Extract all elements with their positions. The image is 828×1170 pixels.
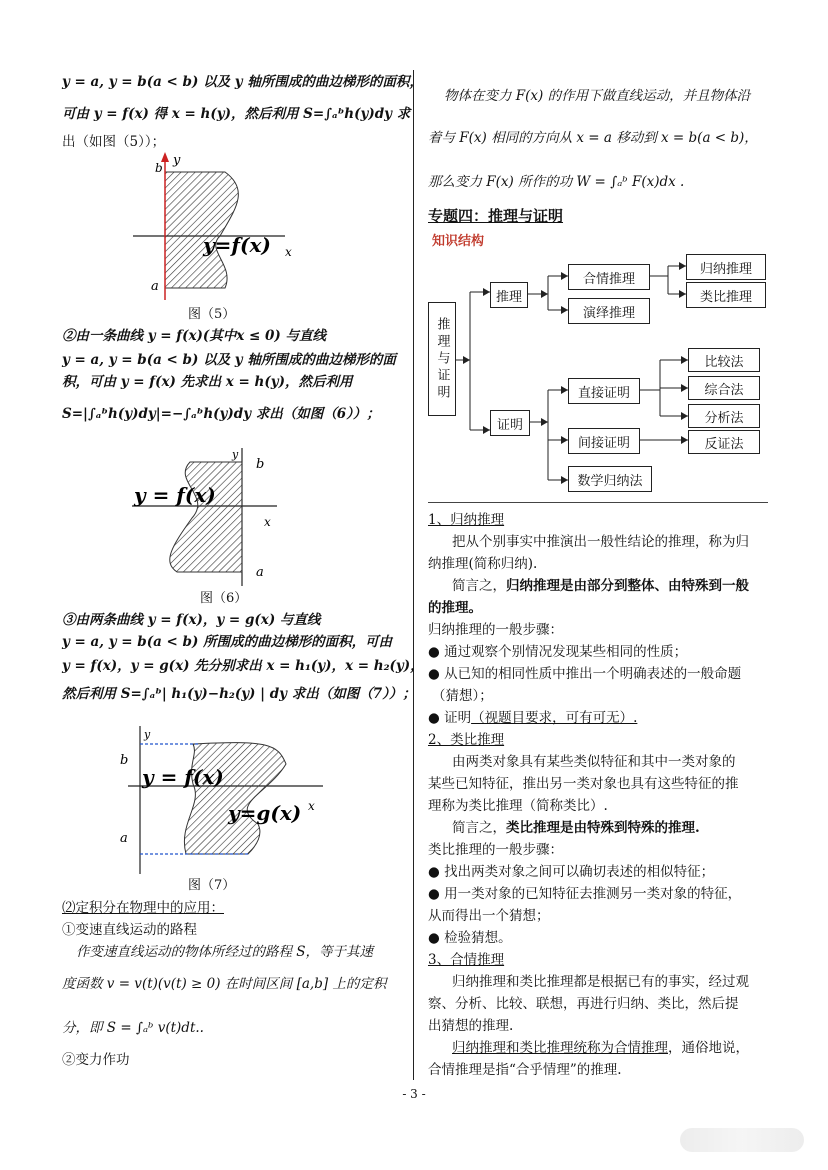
text-line — [452, 1038, 749, 1058]
lead-text: 简言之， — [452, 578, 506, 594]
b-label: b — [120, 753, 129, 768]
text-line: 某些已知特征，推出另一类对象也具有这些特征的推 — [428, 776, 739, 792]
bullet-item: ● 找出两类对象之间可以确切表述的相似特征； — [428, 864, 715, 880]
text-line: y = a, y = b(a < b) 所围成的曲边梯形的面积，可由 — [62, 634, 393, 650]
text-line: 出（如图（5））； — [62, 134, 166, 150]
text-line: ②由一条曲线 y = f(x)(其中x ≤ 0) 与直线 — [62, 328, 327, 344]
text-line: 分，即 S = ∫ₐᵇ v(t)dt.. — [62, 1020, 204, 1036]
text-line — [452, 576, 749, 596]
emphasis-text: 类比推理是由特殊到特殊的推理. — [506, 820, 700, 836]
bullet-item: （猜想）； — [432, 688, 493, 704]
curve-label: y = f(x) — [134, 483, 216, 507]
b-label: b — [256, 457, 265, 472]
section-rule — [428, 502, 768, 503]
section-heading: 1、归纳推理 — [428, 512, 505, 528]
bullet-item: ● 从已知的相同性质中推出一个明确表述的一般命题 — [428, 666, 742, 682]
section-heading: ⑵定积分在物理中的应用： — [62, 900, 224, 916]
tree-node-synthesis: 综合法 — [688, 376, 760, 400]
text-line: 纳推理(简称归纳). — [428, 556, 538, 572]
x-axis-label: x — [264, 515, 271, 529]
g-curve-label: y=g(x) — [228, 801, 302, 825]
text-line: 把从个别事实中推演出一般性结论的推理，称为归 — [452, 534, 749, 550]
text-line: 出猜想的推理. — [428, 1018, 514, 1034]
text-line: 着与 F(x) 相同的方向从 x = a 移动到 x = b(a < b)， — [428, 130, 758, 146]
y-axis-label: y — [173, 153, 181, 168]
text-line: 作变速直线运动的物体所经过的路程 S，等于其速 — [76, 944, 374, 960]
text-line: 然后利用 S=∫ₐᵇ| h₁(y)−h₂(y) | dy 求出（如图（7））； — [62, 686, 416, 702]
section-heading: 3、合情推理 — [428, 952, 505, 968]
text-line: 归纳推理和类比推理都是根据已有的事实，经过观 — [452, 974, 749, 990]
x-axis-label: x — [308, 799, 315, 813]
tree-node-indirect: 间接证明 — [568, 428, 640, 454]
section-heading: 2、类比推理 — [428, 732, 505, 748]
text-line: 那么变力 F(x) 所作的功 W = ∫ₐᵇ F(x)dx . — [428, 174, 685, 190]
y-axis-label: y — [144, 728, 151, 741]
text-line: ③由两条曲线 y = f(x)，y = g(x) 与直线 — [62, 612, 321, 628]
text-line: 由两类对象具有某些类似特征和其中一类对象的 — [452, 754, 736, 770]
tree-node-induction: 归纳推理 — [686, 254, 766, 280]
topic-heading: 专题四：推理与证明 — [428, 207, 564, 225]
text-line: 可由 y = f(x) 得 x = h(y)，然后利用 S=∫ₐᵇh(y)dy 求 — [62, 106, 411, 122]
tree-node-plausible: 合情推理 — [568, 264, 650, 290]
f-curve-label: y = f(x) — [142, 765, 224, 789]
bullet-item: ● 通过观察个别情况发现某些相同的性质； — [428, 644, 688, 660]
lead-text: ● 证明 — [428, 710, 472, 726]
b-label: b — [155, 161, 163, 175]
tree-node-reason: 推理 — [490, 282, 528, 308]
tree-root: 推理与证明 — [428, 302, 456, 416]
text-line: y = a, y = b(a < b) 以及 y 轴所围成的曲边梯形的面 — [62, 352, 396, 368]
tree-node-contradiction: 反证法 — [688, 430, 760, 454]
trailing-text: ，通俗地说， — [668, 1040, 749, 1056]
tree-node-math-induction: 数学归纳法 — [568, 466, 652, 492]
text-line: 度函数 v = v(t)(v(t) ≥ 0) 在时间区间 [a,b] 上的定积 — [62, 976, 387, 992]
underlined-text: 归纳推理和类比推理统称为合情推理 — [452, 1040, 668, 1056]
page-number: - 3 - — [402, 1087, 426, 1101]
figure-5-caption: 图（5） — [188, 307, 236, 322]
text-line: 理称为类比推理（简称类比）. — [428, 798, 608, 814]
tree-node-deductive: 演绎推理 — [568, 298, 650, 324]
figure-7-caption: 图（7） — [188, 878, 236, 893]
text-line: 物体在变力 F(x) 的作用下做直线运动，并且物体沿 — [444, 88, 751, 104]
text-line: y = a, y = b(a < b) 以及 y 轴所围成的曲边梯形的面积， — [62, 74, 423, 90]
tree-node-analysis: 分析法 — [688, 404, 760, 428]
bullet-item — [428, 708, 637, 728]
tree-node-analogy: 类比推理 — [686, 282, 766, 308]
figure-6-caption: 图（6） — [200, 591, 248, 606]
a-label: a — [256, 565, 264, 580]
a-label: a — [120, 831, 128, 846]
text-line: 归纳推理的一般步骤： — [428, 622, 563, 638]
a-label: a — [151, 279, 159, 294]
text-line: ②变力作功 — [62, 1052, 130, 1068]
text-line: S=|∫ₐᵇh(y)dy|=−∫ₐᵇh(y)dy 求出（如图（6））； — [62, 406, 380, 422]
text-line: 积，可由 y = f(x) 先求出 x = h(y)，然后利用 — [62, 374, 353, 390]
text-line: 合情推理是指“合乎情理”的推理. — [428, 1062, 622, 1078]
curve-label: y=f(x) — [203, 233, 271, 257]
watermark-blur — [680, 1128, 804, 1152]
emphasis-text: 的推理。 — [428, 600, 482, 616]
tree-node-direct: 直接证明 — [568, 378, 640, 404]
structure-heading: 知识结构 — [432, 234, 485, 249]
lead-text: 简言之， — [452, 820, 506, 836]
text-line — [452, 818, 700, 838]
emphasis-text: 归纳推理是由部分到整体、由特殊到一般 — [506, 578, 749, 594]
bullet-item: ● 用一类对象的已知特征去推测另一类对象的特征， — [428, 886, 742, 902]
tree-node-compare: 比较法 — [688, 348, 760, 372]
underlined-text: （视题目要求，可有可无）. — [471, 710, 638, 726]
text-line: ①变速直线运动的路程 — [62, 922, 197, 938]
x-axis-label: x — [285, 245, 292, 259]
y-axis-label: y — [232, 448, 239, 461]
bullet-item: 从而得出一个猜想； — [428, 908, 550, 924]
bullet-item: ● 检验猜想。 — [428, 930, 512, 946]
tree-node-proof: 证明 — [490, 410, 530, 436]
text-line: 察、分析、比较、联想，再进行归纳、类比，然后提 — [428, 996, 739, 1012]
text-line: y = f(x)，y = g(x) 先分别求出 x = h₁(y)，x = h₂(y)， — [62, 658, 424, 674]
text-line: 类比推理的一般步骤： — [428, 842, 563, 858]
